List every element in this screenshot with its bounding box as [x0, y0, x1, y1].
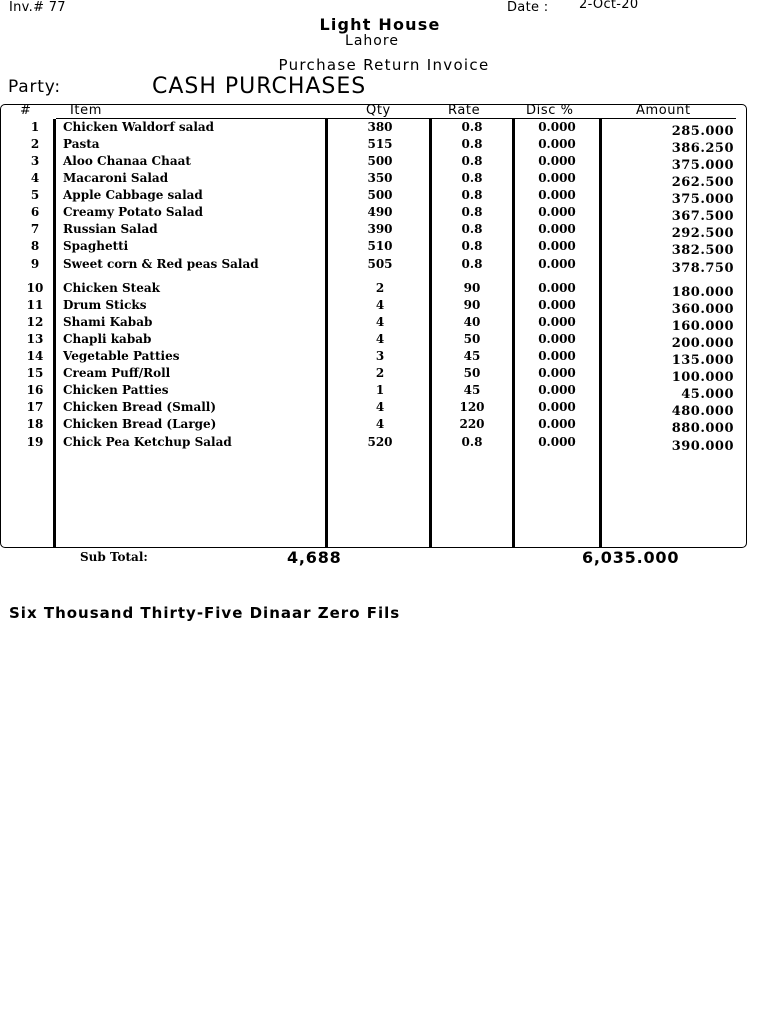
row-qty: 1 [375, 383, 385, 397]
row-amount: 378.750 [671, 261, 734, 276]
row-number: 17 [26, 400, 44, 414]
row-qty: 4 [375, 400, 385, 414]
row-item-name: Chicken Patties [63, 383, 169, 397]
row-item-name: Pasta [63, 137, 100, 151]
row-item-name: Macaroni Salad [63, 171, 169, 185]
row-amount: 100.000 [671, 370, 734, 385]
row-rate: 45 [463, 383, 481, 397]
row-discount: 0.000 [538, 281, 576, 295]
row-discount: 0.000 [538, 171, 576, 185]
row-qty: 350 [367, 171, 393, 185]
row-rate: 0.8 [461, 171, 483, 185]
row-rate: 220 [459, 417, 485, 431]
row-item-name: Chapli kabab [63, 332, 152, 346]
row-number: 7 [30, 222, 40, 236]
row-rate: 0.8 [461, 188, 483, 202]
row-discount: 0.000 [538, 383, 576, 397]
row-qty: 520 [367, 435, 393, 449]
row-amount: 45.000 [681, 387, 734, 402]
row-number: 13 [26, 332, 44, 346]
column-divider [325, 119, 328, 548]
row-item-name: Apple Cabbage salad [63, 188, 203, 202]
row-discount: 0.000 [538, 349, 576, 363]
row-number: 4 [30, 171, 40, 185]
row-amount: 386.250 [671, 141, 734, 156]
row-item-name: Chicken Steak [63, 281, 160, 295]
row-amount: 180.000 [671, 285, 734, 300]
row-qty: 490 [367, 205, 393, 219]
row-discount: 0.000 [538, 205, 576, 219]
row-item-name: Vegetable Patties [63, 349, 180, 363]
row-discount: 0.000 [538, 315, 576, 329]
row-discount: 0.000 [538, 257, 576, 271]
row-rate: 0.8 [461, 257, 483, 271]
row-rate: 50 [463, 366, 481, 380]
row-qty: 4 [375, 315, 385, 329]
row-amount: 360.000 [671, 302, 734, 317]
row-number: 8 [30, 239, 40, 253]
row-amount: 390.000 [671, 439, 734, 454]
row-number: 16 [26, 383, 44, 397]
company-name: Light House [319, 15, 441, 34]
party-value: CASH PURCHASES [152, 74, 367, 99]
row-rate: 45 [463, 349, 481, 363]
row-rate: 0.8 [461, 137, 483, 151]
row-qty: 4 [375, 417, 385, 431]
row-qty: 500 [367, 188, 393, 202]
row-number: 18 [26, 417, 44, 431]
row-qty: 500 [367, 154, 393, 168]
row-qty: 380 [367, 120, 393, 134]
row-discount: 0.000 [538, 154, 576, 168]
row-number: 6 [30, 205, 40, 219]
row-discount: 0.000 [538, 298, 576, 312]
row-item-name: Chicken Bread (Small) [63, 400, 217, 414]
invoice-number: Inv.# 77 [9, 0, 66, 15]
document-title: Purchase Return Invoice [278, 56, 490, 74]
row-rate: 0.8 [461, 205, 483, 219]
row-discount: 0.000 [538, 417, 576, 431]
row-number: 12 [26, 315, 44, 329]
subtotal-qty: 4,688 [287, 548, 342, 567]
row-discount: 0.000 [538, 222, 576, 236]
row-item-name: Chicken Waldorf salad [63, 120, 215, 134]
row-rate: 0.8 [461, 222, 483, 236]
row-amount: 285.000 [671, 124, 734, 139]
row-qty: 4 [375, 332, 385, 346]
row-amount: 262.500 [671, 175, 734, 190]
column-header-item: Item [70, 103, 102, 118]
row-discount: 0.000 [538, 137, 576, 151]
table-header-divider [56, 118, 736, 119]
row-amount: 480.000 [671, 404, 734, 419]
row-discount: 0.000 [538, 239, 576, 253]
row-item-name: Spaghetti [63, 239, 129, 253]
row-number: 2 [30, 137, 40, 151]
date-value: 2-Oct-20 [579, 0, 639, 12]
row-amount: 135.000 [671, 353, 734, 368]
row-rate: 120 [459, 400, 485, 414]
row-item-name: Chicken Bread (Large) [63, 417, 217, 431]
row-qty: 2 [375, 281, 385, 295]
row-amount: 367.500 [671, 209, 734, 224]
row-discount: 0.000 [538, 120, 576, 134]
row-number: 9 [30, 257, 40, 271]
row-qty: 510 [367, 239, 393, 253]
row-qty: 3 [375, 349, 385, 363]
row-amount: 880.000 [671, 421, 734, 436]
row-qty: 505 [367, 257, 393, 271]
column-header-amount: Amount [636, 103, 691, 118]
row-qty: 4 [375, 298, 385, 312]
row-qty: 390 [367, 222, 393, 236]
column-divider [429, 119, 432, 548]
row-item-name: Aloo Chanaa Chaat [63, 154, 191, 168]
amount-in-words: Six Thousand Thirty-Five Dinaar Zero Fils [9, 604, 401, 622]
row-amount: 200.000 [671, 336, 734, 351]
row-rate: 50 [463, 332, 481, 346]
date-label: Date : [507, 0, 549, 15]
row-discount: 0.000 [538, 188, 576, 202]
row-number: 14 [26, 349, 44, 363]
row-item-name: Drum Sticks [63, 298, 147, 312]
row-number: 3 [30, 154, 40, 168]
row-item-name: Russian Salad [63, 222, 158, 236]
row-number: 1 [30, 120, 40, 134]
row-rate: 90 [463, 281, 481, 295]
row-rate: 0.8 [461, 154, 483, 168]
row-number: 5 [30, 188, 40, 202]
party-label: Party: [8, 77, 61, 97]
row-rate: 0.8 [461, 435, 483, 449]
row-discount: 0.000 [538, 435, 576, 449]
row-discount: 0.000 [538, 400, 576, 414]
row-rate: 0.8 [461, 120, 483, 134]
row-amount: 292.500 [671, 226, 734, 241]
column-header-number: # [20, 103, 32, 118]
row-item-name: Sweet corn & Red peas Salad [63, 257, 259, 271]
row-item-name: Creamy Potato Salad [63, 205, 204, 219]
row-amount: 375.000 [671, 158, 734, 173]
row-rate: 90 [463, 298, 481, 312]
row-amount: 160.000 [671, 319, 734, 334]
row-amount: 375.000 [671, 192, 734, 207]
row-item-name: Cream Puff/Roll [63, 366, 171, 380]
column-divider [512, 119, 515, 548]
company-city: Lahore [345, 33, 399, 49]
subtotal-amount: 6,035.000 [582, 548, 680, 567]
row-amount: 382.500 [671, 243, 734, 258]
row-item-name: Chick Pea Ketchup Salad [63, 435, 232, 449]
row-number: 15 [26, 366, 44, 380]
column-header-rate: Rate [448, 103, 481, 118]
row-qty: 2 [375, 366, 385, 380]
column-header-qty: Qty [366, 103, 391, 118]
column-header-discount: Disc % [526, 103, 574, 118]
row-discount: 0.000 [538, 332, 576, 346]
row-number: 19 [26, 435, 44, 449]
column-divider [53, 119, 56, 548]
row-item-name: Shami Kabab [63, 315, 153, 329]
row-number: 10 [26, 281, 44, 295]
row-number: 11 [26, 298, 44, 312]
row-qty: 515 [367, 137, 393, 151]
row-discount: 0.000 [538, 366, 576, 380]
subtotal-label: Sub Total: [80, 550, 148, 564]
row-rate: 40 [463, 315, 481, 329]
row-rate: 0.8 [461, 239, 483, 253]
